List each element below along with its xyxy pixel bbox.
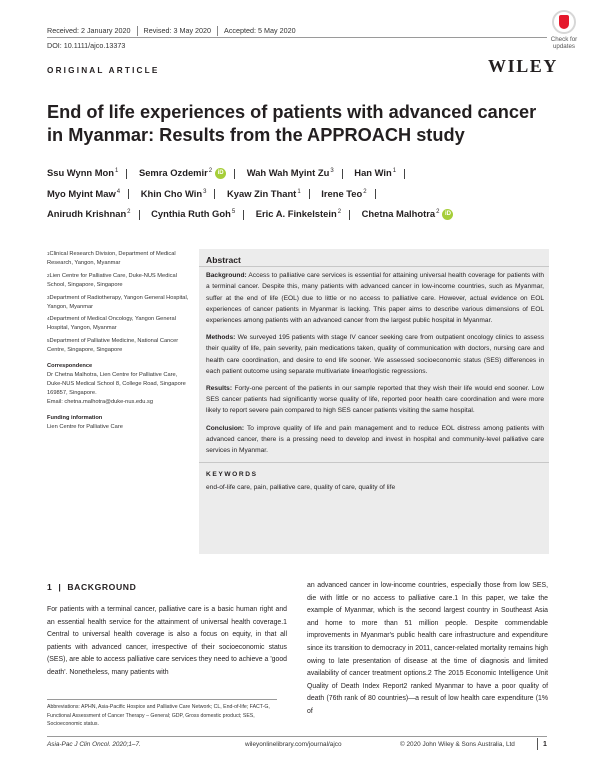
author: Khin Cho Win$^3$ xyxy=(140,187,207,199)
publisher-logo: WILEY xyxy=(488,56,559,76)
received-date: Received: 2 January 2020 xyxy=(47,26,131,35)
copyright: © 2020 John Wiley & Sons Australia, Ltd xyxy=(400,741,515,748)
divider xyxy=(199,462,549,463)
orcid-icon[interactable]: iD xyxy=(215,168,226,179)
author: Myo Myint Maw$^4$ xyxy=(47,187,121,199)
header-rule xyxy=(47,37,547,38)
author: Chetna Malhotra$^2$ iD xyxy=(362,208,454,219)
divider xyxy=(128,189,129,199)
check-for-updates-badge[interactable] xyxy=(540,8,588,56)
journal-citation: Asia-Pac J Clin Oncol. 2020;1–7. xyxy=(47,741,141,748)
divider xyxy=(214,189,215,199)
orcid-icon[interactable]: iD xyxy=(442,209,453,220)
divider xyxy=(199,266,549,267)
affiliation: $^5$Department of Palliative Medicine, National Cancer Centre, Singapore, Singapore xyxy=(47,338,179,354)
author-list xyxy=(47,163,567,225)
badge-label: Check for updates xyxy=(550,36,578,50)
funding-text: Lien Centre for Palliative Care xyxy=(47,423,123,430)
divider xyxy=(137,26,138,36)
body-text-left: For patients with a terminal cancer, palliative care is a basic human right and an essential health service for the attainment of universal health coverage.1 Central to universal health coverage is also a focus on equity, in that all patients with advanced cancer, irrespective of their socioeconomic status (SES), are able to access palliative care services they need to achieve a 'good death'. Nonetheless, many patients with xyxy=(47,606,287,676)
affiliation: $^2$Lien Centre for Palliative Care, Duke-NUS Medical School, Singapore, Singapore xyxy=(47,272,177,288)
divider xyxy=(375,189,376,199)
accepted-date: Accepted: 5 May 2020 xyxy=(224,26,296,35)
affiliation: $^4$Department of Medical Oncology, Yangon General Hospital, Yangon, Myanmar xyxy=(47,316,176,332)
journal-url[interactable]: wileyonlinelibrary.com/journal/ajco xyxy=(245,741,342,748)
abbreviations-footnote: Abbreviations: APHN, Asia-Pacific Hospice and Palliative Care Network; CL, End-of-life; FACT-G, Functional Assessment of Cancer Therapy – General; GDP, Gross domestic product; SES, Socioeconomic status. xyxy=(47,704,270,728)
abstract-heading: Abstract xyxy=(206,255,241,265)
section-heading: 1 | BACKGROUND xyxy=(47,582,137,592)
abstract-conclusion: Conclusion: To improve quality of life and pain management and to reduce EOL distress among patients with advanced cancer, there is a pressing need to develop and invest in hospital and community-level palliative care services in Myanmar. xyxy=(206,424,544,455)
article-type: ORIGINAL ARTICLE xyxy=(47,66,160,75)
divider xyxy=(139,210,140,220)
divider xyxy=(349,210,350,220)
author: Anirudh Krishnan$^2$ xyxy=(47,208,131,219)
affiliation: $^3$Department of Radiotherapy, Yangon General Hospital, Yangon, Myanmar xyxy=(47,294,189,310)
funding-heading: Funding information xyxy=(47,414,103,421)
affiliations-column xyxy=(47,250,193,431)
footer-rule xyxy=(47,736,547,737)
divider xyxy=(243,210,244,220)
correspondence-text: Dr Chetna Malhotra, Lien Centre for Palliative Care, Duke-NUS Medical School 8, College Road, Singapore 169857, Singapore. xyxy=(47,371,186,396)
divider xyxy=(126,169,127,179)
page-number: 1 xyxy=(543,741,547,748)
divider xyxy=(309,189,310,199)
author: Wah Wah Myint Zu$^3$ xyxy=(246,167,334,178)
abstract-methods: Methods: We surveyed 195 patients with stage IV cancer seeking care from outpatient oncology clinics to assess their quality of life, pain severity, pain medications taken, quality of communication with doctors, nursing care and health care coordination, and desire to end life sooner. We assessed socioeconomic status (SES) differences in each patient outcome using separate multivariate linear/logistic regressions. xyxy=(206,334,544,375)
divider xyxy=(342,169,343,179)
author: Eric A. Finkelstein$^2$ xyxy=(255,208,342,219)
author: Irene Teo$^2$ xyxy=(321,187,367,199)
abstract-background: Background: Access to palliative care services is essential for attaining universal health coverage for patients with a terminal cancer. Despite this, many patients with advanced cancer in low-income countries, such as Myanmar, suffer at the end of life (EOL) due to little or no access to palliative care. However, actual evidence on EOL experiences of cancer patients in Myanmar is lacking. This paper aims to describe various dimensions of EOL experiences among patients with an advanced cancer from the largest public hospital in Myanmar. xyxy=(206,272,544,325)
correspondence-email[interactable]: Email: chetna.malhotra@duke-nus.edu.sg xyxy=(47,398,153,405)
keywords-list: end-of-life care, pain, palliative care, quality of care, quality of life xyxy=(206,484,396,492)
article-title: End of life experiences of patients with advanced cancer in Myanmar: Results from the APPROACH study xyxy=(47,102,537,145)
revised-date: Revised: 3 May 2020 xyxy=(143,26,212,35)
footnote-rule xyxy=(47,699,277,700)
article-dates xyxy=(47,26,296,36)
body-text-right: an advanced cancer in low-income countries, especially those from low SES, die with little or no access to palliative care.1 In this paper, we take the example of Myanmar, which is the second largest country in Southeast Asia and home to more than 51 million people. Despite commendable improvements in Myanmar's public health care infrastructure and expenditure since its transition to democracy in 2011, cancer-related mortality remains high owing to late presentation of disease at the time of diagnosis and limited availability of cancer treatment options.2 The 2015 Economic Intelligence Unit Quality of Death Index Report2 ranked Myanmar to have a poor quality of death (76th rank of 80 countries)—a result of low health care expenditure (1% of xyxy=(307,582,548,715)
divider xyxy=(234,169,235,179)
abstract-box xyxy=(199,249,549,554)
doi[interactable]: DOI: 10.1111/ajco.13373 xyxy=(47,41,126,50)
bookmark-icon xyxy=(552,10,576,34)
divider xyxy=(537,738,538,750)
author: Semra Ozdemir$^2$ iD xyxy=(139,167,226,178)
author: Kyaw Zin Thant$^1$ xyxy=(227,187,301,199)
author: Han Win$^1$ xyxy=(354,167,397,178)
author: Ssu Wynn Mon$^1$ xyxy=(47,167,119,178)
divider xyxy=(404,169,405,179)
author: Cynthia Ruth Goh$^5$ xyxy=(151,208,236,219)
abstract-results: Results: Forty-one percent of the patients in our sample reported that they wish their life would end sooner. Low SES cancer patients had significantly worse quality of life, reported poor health care coordination and were more likely to report severe pain compared to high SES cancer patients visiting the same hospital. xyxy=(206,385,544,415)
keywords-heading: KEYWORDS xyxy=(206,471,258,479)
divider xyxy=(217,26,218,36)
affiliation: $^1$Clinical Research Division, Department of Medical Research, Yangon, Myanmar xyxy=(47,251,176,266)
correspondence-heading: Correspondence xyxy=(47,363,93,370)
